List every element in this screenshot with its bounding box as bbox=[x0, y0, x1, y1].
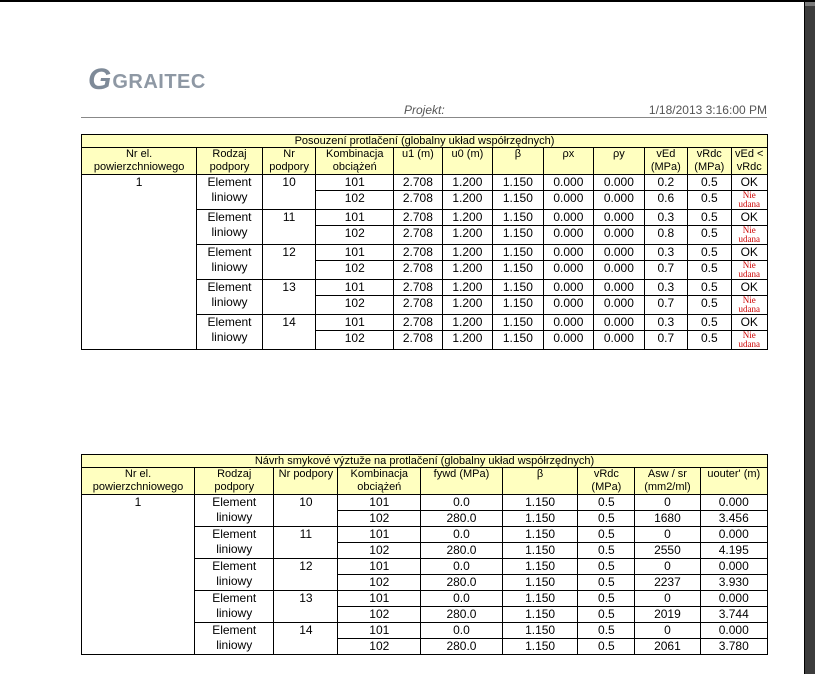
value-cell: 2.708 bbox=[394, 245, 442, 261]
status-cell: OK bbox=[731, 245, 768, 261]
value-cell: 1.150 bbox=[493, 191, 544, 210]
support-type-cell: Element liniowy bbox=[195, 623, 274, 655]
value-cell: 1.150 bbox=[502, 543, 578, 559]
value-cell: 101 bbox=[316, 210, 394, 226]
value-cell: 0.3 bbox=[644, 245, 687, 261]
value-cell: 1.150 bbox=[502, 495, 578, 511]
value-cell: 0.000 bbox=[594, 331, 645, 350]
support-number-cell: 13 bbox=[262, 280, 316, 315]
value-cell: 0.5 bbox=[688, 245, 731, 261]
value-cell: 0.2 bbox=[644, 175, 687, 191]
value-cell: 0.5 bbox=[688, 226, 731, 245]
value-cell: 0.000 bbox=[700, 591, 767, 607]
value-cell: 0.8 bbox=[644, 226, 687, 245]
col-header: fywd (MPa) bbox=[421, 468, 502, 495]
value-cell: 0.5 bbox=[688, 210, 731, 226]
value-cell: 1.150 bbox=[493, 245, 544, 261]
value-cell: 1.200 bbox=[442, 261, 493, 280]
value-cell: 0.5 bbox=[578, 623, 635, 639]
support-type-cell: Element liniowy bbox=[197, 280, 263, 315]
value-cell: 2.708 bbox=[394, 331, 442, 350]
support-type-cell: Element liniowy bbox=[195, 559, 274, 591]
value-cell: 0.5 bbox=[688, 175, 731, 191]
value-cell: 0.000 bbox=[594, 175, 645, 191]
report-datetime: 1/18/2013 3:16:00 PM bbox=[648, 103, 767, 117]
support-number-cell: 12 bbox=[262, 245, 316, 280]
value-cell: 2.708 bbox=[394, 280, 442, 296]
value-cell: 0.000 bbox=[594, 280, 645, 296]
value-cell: 101 bbox=[338, 495, 421, 511]
status-cell: OK bbox=[731, 210, 768, 226]
value-cell: 0 bbox=[635, 527, 700, 543]
value-cell: 1.150 bbox=[502, 607, 578, 623]
value-cell: 0.0 bbox=[421, 527, 502, 543]
col-header: ρy bbox=[594, 148, 645, 175]
value-cell: 1.200 bbox=[442, 315, 493, 331]
support-type-cell: Element liniowy bbox=[195, 527, 274, 559]
value-cell: 3.456 bbox=[700, 511, 767, 527]
value-cell: 4.195 bbox=[700, 543, 767, 559]
value-cell: 0.5 bbox=[578, 495, 635, 511]
value-cell: 1.150 bbox=[502, 527, 578, 543]
status-cell: OK bbox=[731, 175, 768, 191]
logo-g-icon: G bbox=[88, 63, 112, 96]
value-cell: 0.000 bbox=[700, 527, 767, 543]
status-cell: Nie udana bbox=[731, 296, 768, 315]
support-type-cell: Element liniowy bbox=[197, 315, 263, 350]
value-cell: 1.150 bbox=[502, 559, 578, 575]
value-cell: 0.7 bbox=[644, 331, 687, 350]
value-cell: 102 bbox=[316, 296, 394, 315]
value-cell: 0.5 bbox=[688, 331, 731, 350]
status-cell: Nie udana bbox=[731, 226, 768, 245]
col-header: Rodzaj podpory bbox=[195, 468, 274, 495]
value-cell: 3.780 bbox=[700, 639, 767, 655]
col-header: ρx bbox=[543, 148, 594, 175]
value-cell: 3.744 bbox=[700, 607, 767, 623]
value-cell: 0.3 bbox=[644, 280, 687, 296]
table-caption: Návrh smykové výztuže na protlačení (globalny układ współrzędnych) bbox=[82, 455, 768, 468]
value-cell: 0.0 bbox=[421, 591, 502, 607]
value-cell: 0.000 bbox=[700, 623, 767, 639]
value-cell: 0.0 bbox=[421, 559, 502, 575]
support-number-cell: 14 bbox=[262, 315, 316, 350]
status-cell: OK bbox=[731, 315, 768, 331]
value-cell: 0.0 bbox=[421, 495, 502, 511]
value-cell: 102 bbox=[338, 639, 421, 655]
value-cell: 1.200 bbox=[442, 226, 493, 245]
value-cell: 1.200 bbox=[442, 191, 493, 210]
value-cell: 102 bbox=[316, 331, 394, 350]
value-cell: 2.708 bbox=[394, 261, 442, 280]
support-number-cell: 11 bbox=[262, 210, 316, 245]
support-number-cell: 12 bbox=[274, 559, 338, 591]
value-cell: 2.708 bbox=[394, 315, 442, 331]
value-cell: 280.0 bbox=[421, 575, 502, 591]
value-cell: 2.708 bbox=[394, 226, 442, 245]
value-cell: 1.150 bbox=[502, 623, 578, 639]
value-cell: 0.000 bbox=[543, 175, 594, 191]
value-cell: 0.000 bbox=[594, 315, 645, 331]
table-row bbox=[82, 495, 768, 511]
value-cell: 0.7 bbox=[644, 261, 687, 280]
value-cell: 0.000 bbox=[700, 559, 767, 575]
col-header: vRdc (MPa) bbox=[688, 148, 731, 175]
viewer-top-edge bbox=[0, 0, 815, 2]
value-cell: 1.200 bbox=[442, 296, 493, 315]
value-cell: 0.5 bbox=[578, 527, 635, 543]
value-cell: 1.150 bbox=[493, 261, 544, 280]
value-cell: 101 bbox=[316, 280, 394, 296]
status-cell: Nie udana bbox=[731, 191, 768, 210]
value-cell: 0.5 bbox=[688, 261, 731, 280]
value-cell: 1.200 bbox=[442, 280, 493, 296]
value-cell: 0.000 bbox=[594, 210, 645, 226]
value-cell: 0.3 bbox=[644, 315, 687, 331]
value-cell: 1.150 bbox=[493, 175, 544, 191]
col-header: Asw / sr (mm2/ml) bbox=[635, 468, 700, 495]
value-cell: 1.150 bbox=[502, 639, 578, 655]
value-cell: 0.000 bbox=[543, 226, 594, 245]
value-cell: 2.708 bbox=[394, 175, 442, 191]
value-cell: 0 bbox=[635, 623, 700, 639]
value-cell: 1.150 bbox=[493, 296, 544, 315]
value-cell: 101 bbox=[316, 315, 394, 331]
value-cell: 280.0 bbox=[421, 639, 502, 655]
value-cell: 1.150 bbox=[493, 210, 544, 226]
support-number-cell: 14 bbox=[274, 623, 338, 655]
col-header: u0 (m) bbox=[442, 148, 493, 175]
support-type-cell: Element liniowy bbox=[195, 495, 274, 527]
value-cell: 1.200 bbox=[442, 245, 493, 261]
value-cell: 1.150 bbox=[493, 280, 544, 296]
value-cell: 0.000 bbox=[543, 245, 594, 261]
value-cell: 0.5 bbox=[688, 296, 731, 315]
support-type-cell: Element liniowy bbox=[195, 591, 274, 623]
col-header: vEd (MPa) bbox=[644, 148, 687, 175]
value-cell: 1.150 bbox=[493, 331, 544, 350]
status-cell: OK bbox=[731, 280, 768, 296]
page-header bbox=[81, 101, 767, 118]
value-cell: 0.000 bbox=[543, 331, 594, 350]
page-shadow bbox=[805, 6, 815, 674]
col-header: Nr el. powierzchniowego bbox=[82, 148, 197, 175]
value-cell: 101 bbox=[316, 175, 394, 191]
support-type-cell: Element liniowy bbox=[197, 245, 263, 280]
value-cell: 0.000 bbox=[594, 245, 645, 261]
col-header: Kombinacja obciążeń bbox=[316, 148, 394, 175]
col-header: Nr podpory bbox=[274, 468, 338, 495]
value-cell: 280.0 bbox=[421, 511, 502, 527]
value-cell: 3.930 bbox=[700, 575, 767, 591]
element-number-cell: 1 bbox=[82, 175, 197, 350]
value-cell: 0.5 bbox=[578, 543, 635, 559]
col-header: u1 (m) bbox=[394, 148, 442, 175]
value-cell: 102 bbox=[316, 261, 394, 280]
project-label: Projekt: bbox=[404, 103, 445, 117]
support-type-cell: Element liniowy bbox=[197, 175, 263, 210]
value-cell: 2019 bbox=[635, 607, 700, 623]
value-cell: 280.0 bbox=[421, 607, 502, 623]
support-type-cell: Element liniowy bbox=[197, 210, 263, 245]
value-cell: 2.708 bbox=[394, 210, 442, 226]
value-cell: 0.0 bbox=[421, 623, 502, 639]
value-cell: 101 bbox=[338, 527, 421, 543]
value-cell: 0.3 bbox=[644, 210, 687, 226]
element-number-cell: 1 bbox=[82, 495, 195, 655]
value-cell: 1.200 bbox=[442, 331, 493, 350]
value-cell: 101 bbox=[316, 245, 394, 261]
value-cell: 0 bbox=[635, 591, 700, 607]
value-cell: 0.000 bbox=[543, 191, 594, 210]
value-cell: 102 bbox=[338, 575, 421, 591]
table-row bbox=[82, 175, 768, 191]
value-cell: 0.6 bbox=[644, 191, 687, 210]
value-cell: 0.5 bbox=[578, 511, 635, 527]
value-cell: 0.000 bbox=[543, 315, 594, 331]
value-cell: 1.150 bbox=[502, 511, 578, 527]
col-header: Kombinacja obciążeń bbox=[338, 468, 421, 495]
value-cell: 2237 bbox=[635, 575, 700, 591]
value-cell: 2550 bbox=[635, 543, 700, 559]
value-cell: 102 bbox=[316, 226, 394, 245]
value-cell: 102 bbox=[316, 191, 394, 210]
value-cell: 1.200 bbox=[442, 210, 493, 226]
value-cell: 0.7 bbox=[644, 296, 687, 315]
value-cell: 0 bbox=[635, 495, 700, 511]
support-number-cell: 10 bbox=[274, 495, 338, 527]
value-cell: 0.5 bbox=[688, 280, 731, 296]
graitec-logo bbox=[88, 63, 206, 96]
value-cell: 1.150 bbox=[493, 315, 544, 331]
value-cell: 0 bbox=[635, 559, 700, 575]
value-cell: 1.200 bbox=[442, 175, 493, 191]
col-header: Rodzaj podpory bbox=[197, 148, 263, 175]
value-cell: 2061 bbox=[635, 639, 700, 655]
value-cell: 102 bbox=[338, 511, 421, 527]
value-cell: 101 bbox=[338, 591, 421, 607]
value-cell: 0.5 bbox=[578, 575, 635, 591]
col-header: β bbox=[502, 468, 578, 495]
col-header: uouter' (m) bbox=[700, 468, 767, 495]
status-cell: Nie udana bbox=[731, 261, 768, 280]
value-cell: 2.708 bbox=[394, 191, 442, 210]
value-cell: 0.000 bbox=[594, 191, 645, 210]
value-cell: 1.150 bbox=[502, 575, 578, 591]
value-cell: 1.150 bbox=[502, 591, 578, 607]
support-number-cell: 10 bbox=[262, 175, 316, 210]
value-cell: 0.000 bbox=[543, 261, 594, 280]
col-header: vEd < vRdc bbox=[731, 148, 768, 175]
col-header: β bbox=[493, 148, 544, 175]
value-cell: 0.000 bbox=[594, 261, 645, 280]
value-cell: 102 bbox=[338, 607, 421, 623]
value-cell: 1.150 bbox=[493, 226, 544, 245]
value-cell: 101 bbox=[338, 623, 421, 639]
value-cell: 0.5 bbox=[578, 591, 635, 607]
value-cell: 0.000 bbox=[543, 280, 594, 296]
value-cell: 101 bbox=[338, 559, 421, 575]
value-cell: 0.5 bbox=[688, 191, 731, 210]
support-number-cell: 13 bbox=[274, 591, 338, 623]
col-header: Nr el. powierzchniowego bbox=[82, 468, 195, 495]
value-cell: 0.5 bbox=[688, 315, 731, 331]
value-cell: 0.5 bbox=[578, 607, 635, 623]
value-cell: 0.000 bbox=[543, 210, 594, 226]
shear-reinforcement-table bbox=[81, 454, 768, 655]
col-header: Nr podpory bbox=[262, 148, 316, 175]
value-cell: 0.5 bbox=[578, 639, 635, 655]
value-cell: 1680 bbox=[635, 511, 700, 527]
table-caption: Posouzení protlačení (globalny układ współrzędnych) bbox=[82, 135, 768, 148]
value-cell: 280.0 bbox=[421, 543, 502, 559]
value-cell: 0.000 bbox=[543, 296, 594, 315]
status-cell: Nie udana bbox=[731, 331, 768, 350]
value-cell: 0.5 bbox=[578, 559, 635, 575]
support-number-cell: 11 bbox=[274, 527, 338, 559]
punching-check-table bbox=[81, 134, 768, 350]
value-cell: 0.000 bbox=[700, 495, 767, 511]
col-header: vRdc (MPa) bbox=[578, 468, 635, 495]
logo-text: GRAITEC bbox=[112, 70, 206, 93]
value-cell: 2.708 bbox=[394, 296, 442, 315]
value-cell: 0.000 bbox=[594, 296, 645, 315]
value-cell: 0.000 bbox=[594, 226, 645, 245]
value-cell: 102 bbox=[338, 543, 421, 559]
